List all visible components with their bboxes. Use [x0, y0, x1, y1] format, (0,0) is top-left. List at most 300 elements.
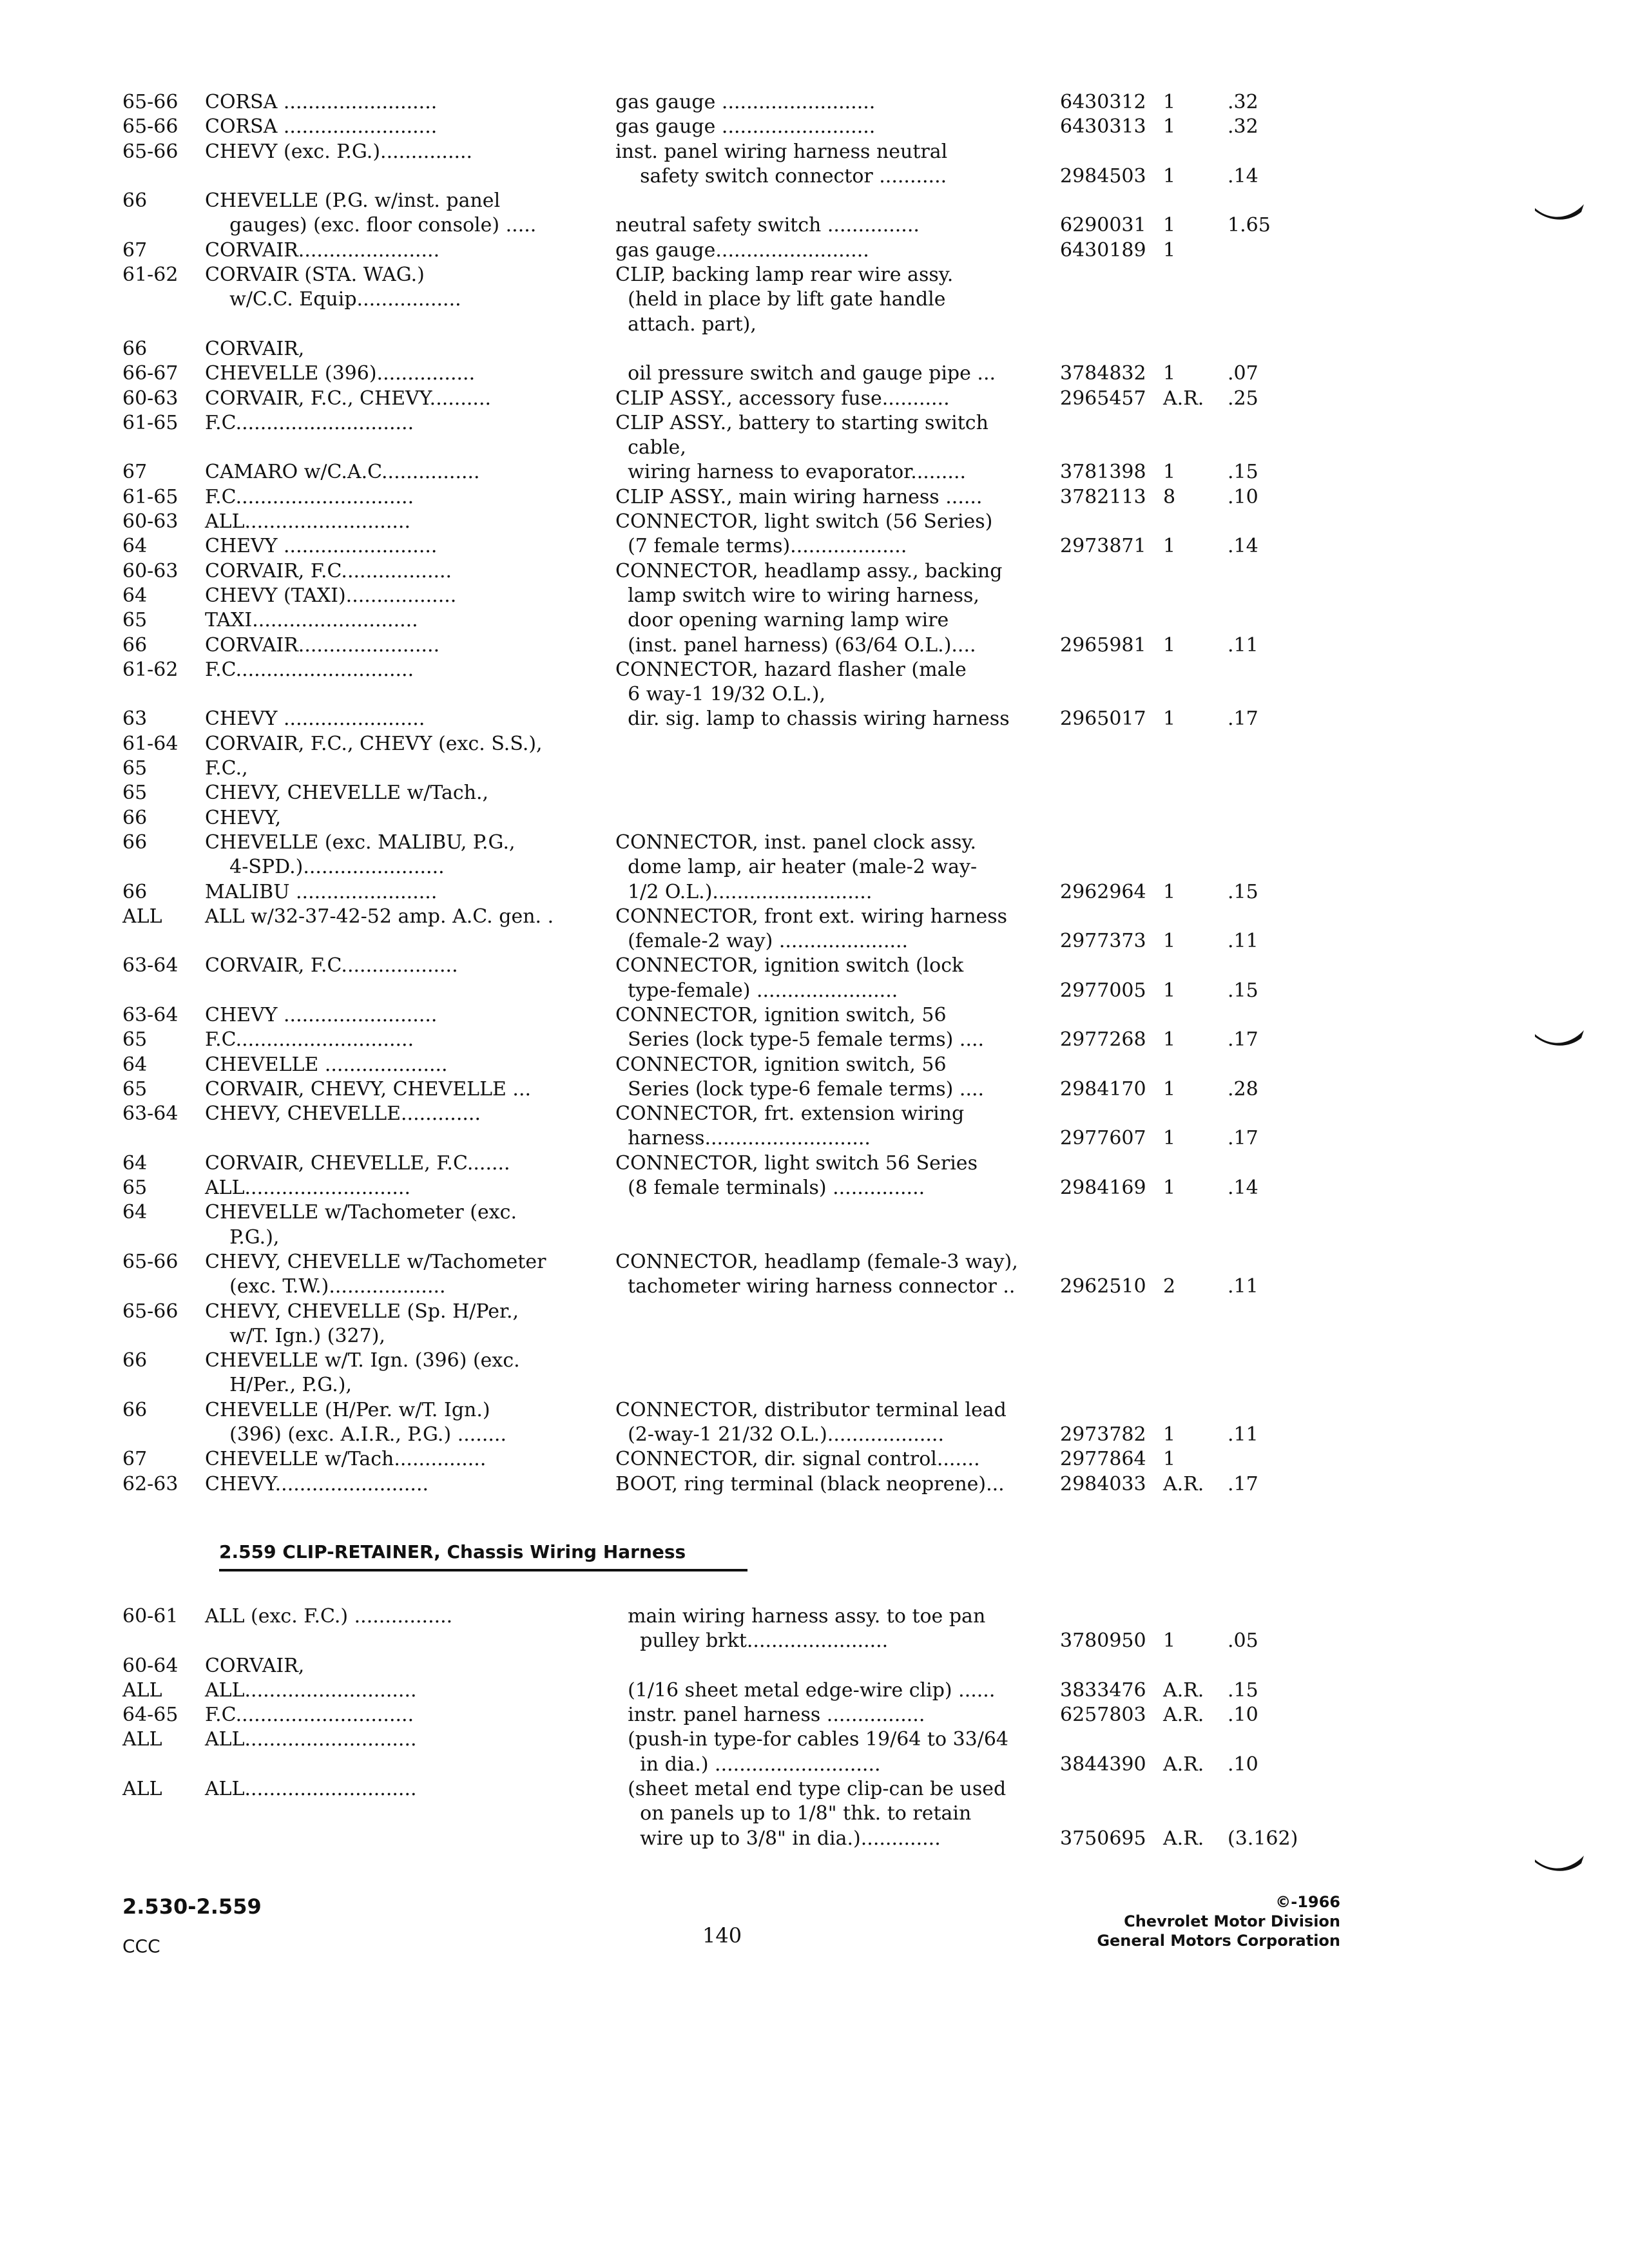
part-number-cell: 3844390: [1060, 1753, 1146, 1776]
model-cell: CHEVELLE (P.G. w/inst. panel: [205, 189, 501, 213]
year-cell: 63-64: [122, 1102, 178, 1126]
table-row: [0, 263, 1629, 287]
year-cell: 67: [122, 1448, 148, 1471]
table-row: [0, 1151, 1629, 1176]
price-cell: .14: [1228, 535, 1258, 558]
price-cell: .28: [1228, 1077, 1258, 1100]
model-cell: CHEVELLE (396)................: [205, 362, 476, 385]
model-cell: CORVAIR, F.C., CHEVY..........: [205, 387, 492, 410]
model-cell: CHEVELLE ....................: [205, 1053, 448, 1076]
model-cell: CORVAIR, CHEVY, CHEVELLE ...: [205, 1077, 532, 1100]
part-number-cell: 2977005: [1060, 979, 1146, 1002]
quantity-cell: 1: [1163, 238, 1176, 262]
description-cell: CLIP ASSY., main wiring harness ......: [615, 485, 983, 508]
model-cell: CORVAIR.......................: [205, 633, 440, 657]
year-cell: 65: [122, 609, 148, 632]
year-cell: 60-64: [122, 1654, 178, 1677]
year-cell: 66: [122, 189, 148, 213]
description-cell: CONNECTOR, dir. signal control.......: [615, 1448, 980, 1471]
table-row: [0, 1126, 1629, 1151]
year-cell: 65: [122, 1077, 148, 1100]
description-cell: pulley brkt.......................: [615, 1629, 889, 1653]
model-cell: CORVAIR,: [205, 337, 305, 360]
model-cell: MALIBU .......................: [205, 880, 438, 903]
year-cell: 66: [122, 880, 148, 903]
year-cell: 65: [122, 1177, 148, 1200]
description-cell: Series (lock type-6 female terms) ....: [615, 1077, 985, 1100]
model-cell: ALL...........................: [205, 1177, 410, 1200]
part-number-cell: 2973782: [1060, 1423, 1146, 1446]
quantity-cell: 1: [1163, 880, 1176, 903]
table-row: [0, 90, 1629, 115]
part-number-cell: 6430313: [1060, 115, 1146, 139]
model-cell: CORVAIR, F.C., CHEVY (exc. S.S.),: [205, 732, 543, 755]
model-cell: CHEVY.........................: [205, 1472, 429, 1495]
table-row: [0, 756, 1629, 781]
table-row: [0, 1324, 1629, 1349]
description-cell: harness...........................: [615, 1127, 871, 1150]
table-row: [0, 1604, 1629, 1629]
model-cell: P.G.),: [205, 1225, 280, 1249]
model-cell: F.C.............................: [205, 1704, 414, 1727]
description-cell: CLIP, backing lamp rear wire assy.: [615, 264, 954, 287]
table-row: [0, 189, 1629, 213]
description-cell: CONNECTOR, inst. panel clock assy.: [615, 831, 977, 854]
year-cell: 66: [122, 1349, 148, 1372]
year-cell: 65: [122, 1028, 148, 1052]
price-cell: .10: [1228, 485, 1258, 508]
part-number-cell: 3780950: [1060, 1629, 1146, 1653]
model-cell: F.C.............................: [205, 411, 414, 434]
year-cell: 62-63: [122, 1472, 178, 1495]
table-row: [0, 1102, 1629, 1126]
model-cell: w/C.C. Equip.................: [205, 288, 461, 311]
year-cell: 65-66: [122, 1250, 178, 1273]
table-row: [0, 1777, 1629, 1802]
table-row: [0, 1753, 1629, 1777]
quantity-cell: 1: [1163, 461, 1176, 484]
page-number: 140: [702, 1923, 742, 1948]
model-cell: (exc. T.W.)...................: [205, 1275, 446, 1298]
description-cell: CONNECTOR, ignition switch (lock: [615, 954, 964, 977]
part-number-cell: 2984033: [1060, 1472, 1146, 1495]
description-cell: 6 way-1 19/32 O.L.),: [615, 683, 826, 706]
part-number-cell: 2977373: [1060, 930, 1146, 953]
price-cell: .32: [1228, 115, 1258, 139]
part-number-cell: 3833476: [1060, 1678, 1146, 1702]
model-cell: w/T. Ign.) (327),: [205, 1324, 385, 1347]
model-cell: F.C.............................: [205, 485, 414, 508]
description-cell: instr. panel harness ................: [615, 1704, 925, 1727]
description-cell: (1/16 sheet metal edge-wire clip) ......: [615, 1678, 996, 1702]
table-row: [0, 1200, 1629, 1225]
year-cell: 60-61: [122, 1605, 178, 1628]
quantity-cell: A.R.: [1163, 1678, 1204, 1702]
table-row: [0, 584, 1629, 608]
model-cell: ALL............................: [205, 1728, 417, 1751]
year-cell: 65-66: [122, 91, 178, 113]
model-cell: CORVAIR, CHEVELLE, F.C.......: [205, 1151, 510, 1175]
table-row: [0, 1349, 1629, 1373]
quantity-cell: 1: [1163, 1177, 1176, 1200]
division-name: Chevrolet Motor Division: [1124, 1912, 1340, 1930]
model-cell: CHEVY, CHEVELLE w/Tachometer: [205, 1250, 546, 1273]
description-cell: dome lamp, air heater (male-2 way-: [615, 856, 978, 879]
description-cell: tachometer wiring harness connector ..: [615, 1275, 1016, 1298]
quantity-cell: 1: [1163, 979, 1176, 1002]
description-cell: CLIP ASSY., battery to starting switch: [615, 411, 988, 434]
part-number-cell: 2965457: [1060, 387, 1146, 410]
table-row: [0, 1077, 1629, 1102]
price-cell: .07: [1228, 362, 1258, 385]
table-row: [0, 361, 1629, 386]
year-cell: 67: [122, 461, 148, 484]
quantity-cell: 1: [1163, 707, 1176, 731]
description-cell: CONNECTOR, hazard flasher (male: [615, 658, 967, 681]
part-number-cell: 2965981: [1060, 633, 1146, 657]
table-row: [0, 1678, 1629, 1703]
table-row: [0, 1629, 1629, 1653]
model-cell: CHEVELLE (H/Per. w/T. Ign.): [205, 1398, 490, 1421]
model-cell: F.C.,: [205, 757, 248, 780]
model-cell: ALL............................: [205, 1678, 417, 1702]
listing-block-2-559: [0, 1604, 1629, 1851]
table-row: [0, 1274, 1629, 1299]
year-cell: 64: [122, 535, 148, 558]
model-cell: CORSA .........................: [205, 91, 438, 113]
table-row: [0, 979, 1629, 1003]
price-cell: .15: [1228, 880, 1258, 903]
model-cell: gauges) (exc. floor console) .....: [205, 214, 537, 237]
model-cell: CHEVY, CHEVELLE.............: [205, 1102, 481, 1126]
binder-hole-mark-middle: [1534, 1029, 1585, 1048]
description-cell: door opening warning lamp wire: [615, 609, 949, 632]
description-cell: 1/2 O.L.)..........................: [615, 880, 872, 903]
table-row: [0, 411, 1629, 436]
price-cell: .14: [1228, 1177, 1258, 1200]
table-row: [0, 682, 1629, 707]
part-number-cell: 6430189: [1060, 238, 1146, 262]
price-cell: .15: [1228, 979, 1258, 1002]
table-row: [0, 1727, 1629, 1752]
description-cell: gas gauge.........................: [615, 238, 869, 262]
model-cell: 4-SPD.).......................: [205, 856, 445, 879]
section-title: 2.559 CLIP-RETAINER, Chassis Wiring Harness: [219, 1541, 686, 1562]
price-cell: .17: [1228, 707, 1258, 731]
description-cell: CONNECTOR, light switch (56 Series): [615, 510, 993, 533]
model-cell: CHEVY .........................: [205, 535, 438, 558]
description-cell: oil pressure switch and gauge pipe ...: [615, 362, 996, 385]
description-cell: gas gauge .........................: [615, 115, 876, 139]
description-cell: (held in place by lift gate handle: [615, 288, 946, 311]
table-row: [0, 1398, 1629, 1423]
model-cell: F.C.............................: [205, 1028, 414, 1052]
description-cell: on panels up to 1/8" thk. to retain: [615, 1802, 972, 1825]
price-cell: .05: [1228, 1629, 1258, 1653]
price-cell: (3.162): [1228, 1827, 1298, 1850]
quantity-cell: A.R.: [1163, 1472, 1204, 1495]
table-row: [0, 510, 1629, 534]
price-cell: .11: [1228, 633, 1258, 657]
quantity-cell: 8: [1163, 485, 1176, 508]
model-cell: ALL (exc. F.C.) ................: [205, 1605, 453, 1628]
part-number-cell: 2977864: [1060, 1448, 1146, 1471]
description-cell: (push-in type-for cables 19/64 to 33/64: [615, 1728, 1009, 1751]
part-number-cell: 3782113: [1060, 485, 1146, 508]
table-row: [0, 436, 1629, 460]
part-number-cell: 2965017: [1060, 707, 1146, 731]
price-cell: .15: [1228, 1678, 1258, 1702]
description-cell: inst. panel wiring harness neutral: [615, 140, 948, 163]
table-row: [0, 658, 1629, 682]
model-cell: CHEVY .......................: [205, 707, 425, 731]
description-cell: Series (lock type-5 female terms) ....: [615, 1028, 985, 1052]
description-cell: CONNECTOR, headlamp (female-3 way),: [615, 1250, 1018, 1273]
table-row: [0, 1423, 1629, 1447]
year-cell: 61-62: [122, 264, 178, 287]
price-cell: .11: [1228, 1423, 1258, 1446]
price-cell: .10: [1228, 1753, 1258, 1776]
table-row: [0, 1703, 1629, 1727]
year-cell: 61-64: [122, 732, 178, 755]
table-row: [0, 337, 1629, 361]
model-cell: CHEVELLE w/T. Ign. (396) (exc.: [205, 1349, 520, 1372]
model-cell: (396) (exc. A.I.R., P.G.) ........: [205, 1423, 506, 1446]
price-cell: .15: [1228, 461, 1258, 484]
description-cell: main wiring harness assy. to toe pan: [615, 1605, 986, 1628]
table-row: [0, 855, 1629, 879]
description-cell: in dia.) ...........................: [615, 1753, 881, 1776]
model-cell: CHEVY, CHEVELLE w/Tach.,: [205, 782, 489, 805]
description-cell: (sheet metal end type clip-can be used: [615, 1778, 1007, 1801]
quantity-cell: 1: [1163, 1423, 1176, 1446]
description-cell: CONNECTOR, light switch 56 Series: [615, 1151, 978, 1175]
table-row: [0, 559, 1629, 584]
table-row: [0, 164, 1629, 189]
year-cell: 63: [122, 707, 148, 731]
price-cell: .10: [1228, 1704, 1258, 1727]
model-cell: CHEVY (TAXI)..................: [205, 584, 457, 607]
year-cell: 64: [122, 1151, 148, 1175]
quantity-cell: A.R.: [1163, 387, 1204, 410]
price-cell: .11: [1228, 930, 1258, 953]
part-number-cell: 6257803: [1060, 1704, 1146, 1727]
model-cell: CAMARO w/C.A.C................: [205, 461, 480, 484]
quantity-cell: A.R.: [1163, 1827, 1204, 1850]
model-cell: CHEVY (exc. P.G.)...............: [205, 140, 473, 163]
table-row: [0, 1028, 1629, 1052]
year-cell: 61-62: [122, 658, 178, 681]
table-row: [0, 460, 1629, 485]
model-cell: CORVAIR,: [205, 1654, 305, 1677]
year-cell: 67: [122, 238, 148, 262]
part-number-cell: 2973871: [1060, 535, 1146, 558]
quantity-cell: A.R.: [1163, 1704, 1204, 1727]
model-cell: H/Per., P.G.),: [205, 1374, 352, 1397]
price-cell: .17: [1228, 1472, 1258, 1495]
year-cell: 65-66: [122, 140, 178, 163]
table-row: [0, 485, 1629, 510]
model-cell: CORVAIR, F.C..................: [205, 559, 452, 582]
table-row: [0, 115, 1629, 139]
description-cell: CONNECTOR, ignition switch, 56: [615, 1003, 947, 1026]
quantity-cell: 1: [1163, 1448, 1176, 1471]
table-row: [0, 1447, 1629, 1472]
year-cell: ALL: [122, 1778, 162, 1801]
price-cell: .17: [1228, 1028, 1258, 1052]
corporation-name: General Motors Corporation: [1097, 1932, 1340, 1950]
price-cell: .14: [1228, 164, 1258, 187]
year-cell: 65: [122, 757, 148, 780]
table-row: [0, 806, 1629, 831]
year-cell: 66: [122, 633, 148, 657]
description-cell: safety switch connector ...........: [615, 164, 947, 187]
price-cell: .25: [1228, 387, 1258, 410]
table-row: [0, 831, 1629, 855]
description-cell: (female-2 way) .....................: [615, 930, 909, 953]
listing-block-2-558: [0, 90, 1629, 1497]
description-cell: lamp switch wire to wiring harness,: [615, 584, 979, 607]
year-cell: 63-64: [122, 1003, 178, 1026]
model-cell: CORVAIR, F.C...................: [205, 954, 458, 977]
section-rule: [219, 1569, 747, 1571]
year-cell: 66: [122, 337, 148, 360]
model-cell: CHEVY .........................: [205, 1003, 438, 1026]
table-row: [0, 1250, 1629, 1274]
description-cell: CONNECTOR, headlamp assy., backing: [615, 559, 1003, 582]
quantity-cell: 1: [1163, 633, 1176, 657]
table-row: [0, 1802, 1629, 1826]
description-cell: BOOT, ring terminal (black neoprene)...: [615, 1472, 1005, 1495]
table-row: [0, 1373, 1629, 1398]
quantity-cell: 1: [1163, 1629, 1176, 1653]
description-cell: dir. sig. lamp to chassis wiring harness: [615, 707, 1010, 731]
model-cell: CHEVELLE w/Tach...............: [205, 1448, 487, 1471]
description-cell: (8 female terminals) ...............: [615, 1177, 925, 1200]
table-row: [0, 1654, 1629, 1678]
part-number-cell: 3781398: [1060, 461, 1146, 484]
description-cell: type-female) .......................: [615, 979, 898, 1002]
part-number-cell: 6290031: [1060, 214, 1146, 237]
description-cell: attach. part),: [615, 312, 757, 336]
description-cell: neutral safety switch ...............: [615, 214, 920, 237]
description-cell: CONNECTOR, front ext. wiring harness: [615, 905, 1008, 928]
quantity-cell: 1: [1163, 214, 1176, 237]
year-cell: 65: [122, 782, 148, 805]
year-cell: 60-63: [122, 559, 178, 582]
year-cell: 66: [122, 831, 148, 854]
description-cell: gas gauge .........................: [615, 91, 876, 113]
quantity-cell: 1: [1163, 164, 1176, 187]
year-cell: 66: [122, 1398, 148, 1421]
part-number-cell: 6430312: [1060, 91, 1146, 113]
price-cell: .11: [1228, 1275, 1258, 1298]
part-number-cell: 2977268: [1060, 1028, 1146, 1052]
table-row: [0, 1472, 1629, 1497]
quantity-cell: 1: [1163, 91, 1176, 113]
table-row: [0, 1827, 1629, 1851]
description-cell: CONNECTOR, frt. extension wiring: [615, 1102, 965, 1126]
year-cell: ALL: [122, 1678, 162, 1702]
quantity-cell: 1: [1163, 1077, 1176, 1100]
description-cell: (inst. panel harness) (63/64 O.L.)....: [615, 633, 976, 657]
model-cell: CORVAIR (STA. WAG.): [205, 264, 425, 287]
quantity-cell: A.R.: [1163, 1753, 1204, 1776]
table-row: [0, 905, 1629, 929]
table-row: [0, 1003, 1629, 1028]
description-cell: wire up to 3/8" in dia.).............: [615, 1827, 941, 1850]
table-row: [0, 238, 1629, 263]
part-number-cell: 2962964: [1060, 880, 1146, 903]
model-cell: CORVAIR.......................: [205, 238, 440, 262]
year-cell: 60-63: [122, 510, 178, 533]
table-row: [0, 781, 1629, 805]
table-row: [0, 633, 1629, 658]
description-cell: CONNECTOR, ignition switch, 56: [615, 1053, 947, 1076]
model-cell: ALL w/32-37-42-52 amp. A.C. gen. .: [205, 905, 554, 928]
quantity-cell: 1: [1163, 362, 1176, 385]
table-row: [0, 1300, 1629, 1324]
year-cell: 61-65: [122, 411, 178, 434]
model-cell: ALL...........................: [205, 510, 410, 533]
table-row: [0, 1176, 1629, 1200]
model-cell: ALL............................: [205, 1778, 417, 1801]
year-cell: 63-64: [122, 954, 178, 977]
year-cell: 64: [122, 1201, 148, 1224]
table-row: [0, 312, 1629, 337]
binder-hole-mark-top: [1534, 203, 1585, 222]
model-cell: CHEVELLE w/Tachometer (exc.: [205, 1201, 517, 1224]
catalog-code: CCC: [122, 1936, 160, 1957]
copyright: ©-1966: [1275, 1893, 1340, 1911]
year-cell: ALL: [122, 905, 162, 928]
year-cell: 65-66: [122, 1300, 178, 1323]
table-row: [0, 1225, 1629, 1250]
price-cell: 1.65: [1228, 214, 1271, 237]
model-cell: CHEVY,: [205, 806, 282, 829]
table-row: [0, 534, 1629, 559]
table-row: [0, 707, 1629, 731]
year-cell: 64: [122, 584, 148, 607]
part-number-cell: 2984169: [1060, 1177, 1146, 1200]
model-cell: CHEVELLE (exc. MALIBU, P.G.,: [205, 831, 516, 854]
table-row: [0, 880, 1629, 905]
year-cell: 64-65: [122, 1704, 178, 1727]
part-number-cell: 2977607: [1060, 1127, 1146, 1150]
model-cell: F.C.............................: [205, 658, 414, 681]
description-cell: cable,: [615, 436, 686, 459]
model-cell: CORSA .........................: [205, 115, 438, 139]
part-number-cell: 3750695: [1060, 1827, 1146, 1850]
year-cell: 66-67: [122, 362, 178, 385]
year-cell: 61-65: [122, 485, 178, 508]
publisher-block: [1044, 1892, 1340, 1950]
section-range: 2.530-2.559: [122, 1894, 262, 1919]
price-cell: .17: [1228, 1127, 1258, 1150]
table-row: [0, 929, 1629, 954]
model-cell: TAXI...........................: [205, 609, 418, 632]
quantity-cell: 1: [1163, 1127, 1176, 1150]
quantity-cell: 1: [1163, 535, 1176, 558]
description-cell: (2-way-1 21/32 O.L.)...................: [615, 1423, 944, 1446]
quantity-cell: 1: [1163, 1028, 1176, 1052]
part-number-cell: 2984170: [1060, 1077, 1146, 1100]
table-row: [0, 732, 1629, 756]
description-cell: CLIP ASSY., accessory fuse...........: [615, 387, 950, 410]
quantity-cell: 1: [1163, 930, 1176, 953]
part-number-cell: 2984503: [1060, 164, 1146, 187]
quantity-cell: 2: [1163, 1275, 1176, 1298]
